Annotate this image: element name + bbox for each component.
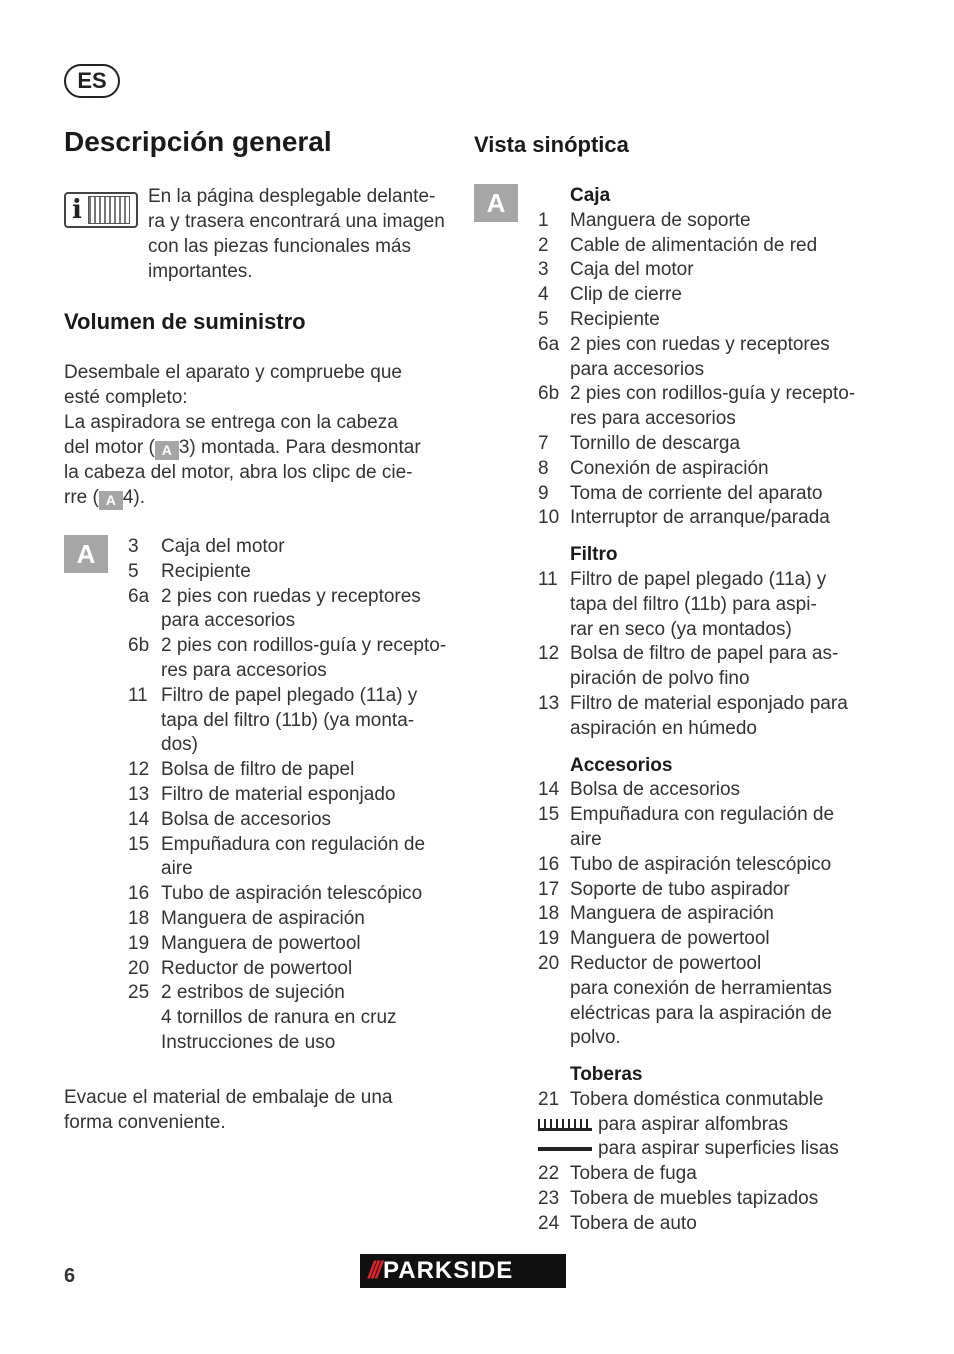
list-item: 13 Filtro de material esponjado: [128, 783, 396, 805]
list-item: para conexión de herramientas: [570, 977, 832, 999]
list-item: tapa del filtro (11b) (ya monta-: [161, 709, 415, 731]
list-item: 19 Manguera de powertool: [538, 928, 770, 950]
list-item: 5 Recipiente: [538, 308, 660, 330]
list-item: para aspirar superficies lisas: [538, 1137, 868, 1162]
list-item: 25 2 estribos de sujeción: [128, 982, 345, 1004]
supply-list: [128, 535, 458, 1056]
list-item: 3 Caja del motor: [538, 259, 694, 281]
overview-heading: Vista sinóptica: [474, 132, 629, 157]
list-item: 24 Tobera de auto: [538, 1212, 697, 1234]
brand-logo: /// PARKSIDE: [360, 1254, 566, 1288]
list-item: 20 Reductor de powertool: [128, 957, 353, 979]
list-item: 11 Filtro de papel plegado (11a) y: [128, 684, 418, 706]
list-item: 9 Toma de corriente del aparato: [538, 482, 823, 504]
list-item: 4 Clip de cierre: [538, 284, 682, 306]
list-item: tapa del filtro (11b) para aspi-: [570, 593, 817, 615]
section-accesorios-title: Accesorios: [570, 754, 673, 776]
list-item: 20 Reductor de powertool: [538, 952, 762, 974]
list-item: 5 Recipiente: [128, 560, 251, 582]
list-item: 23 Tobera de muebles tapizados: [538, 1188, 819, 1210]
list-item: 1 Manguera de soporte: [538, 209, 751, 231]
list-item: aire: [161, 858, 193, 880]
list-item: piración de polvo fino: [570, 668, 750, 690]
info-text: En la página desplegable delante- ra y trasera encontrará una imagen con las piezas funcionales más importantes.: [148, 186, 445, 282]
figure-a-reference: A: [99, 491, 123, 510]
list-item: 22 Tobera de fuga: [538, 1163, 697, 1185]
list-item: rar en seco (ya montados): [570, 618, 792, 640]
packaging-note: Evacue el material de embalaje de una forma conveniente.: [64, 1087, 393, 1133]
list-item: 4 tornillos de ranura en cruz: [161, 1007, 397, 1029]
list-item: 15 Empuñadura con regulación de: [538, 804, 835, 826]
list-item: aspiración en húmedo: [570, 717, 757, 739]
list-item: aire: [570, 828, 602, 850]
list-item: 18 Manguera de aspiración: [128, 907, 365, 929]
list-item: 14 Bolsa de accesorios: [128, 808, 332, 830]
page-title: Descripción general: [64, 126, 332, 157]
list-item: dos): [161, 734, 198, 756]
list-item: 21 Tobera doméstica conmutable: [538, 1088, 824, 1110]
figure-a-badge: A: [474, 184, 518, 222]
list-item: 6b 2 pies con rodillos-guía y recepto-: [538, 383, 856, 405]
list-item: 16 Tubo de aspiración telescópico: [538, 853, 832, 875]
list-item: 17 Soporte de tubo aspirador: [538, 878, 790, 900]
supply-heading: Volumen de suministro: [64, 309, 306, 334]
list-item: para aspirar alfombras: [538, 1113, 868, 1138]
section-filtro-title: Filtro: [570, 544, 618, 566]
list-item: 11 Filtro de papel plegado (11a) y: [538, 568, 827, 590]
overview-list: [538, 184, 868, 1237]
list-item: 2 Cable de alimentación de red: [538, 234, 818, 256]
list-item: 10 Interruptor de arranque/parada: [538, 507, 830, 529]
list-item: para accesorios: [570, 358, 705, 380]
list-item: res para accesorios: [570, 408, 736, 430]
list-item: 18 Manguera de aspiración: [538, 903, 774, 925]
list-item: 15 Empuñadura con regulación de: [128, 833, 426, 855]
section-toberas-title: Toberas: [570, 1064, 643, 1086]
list-item: 3 Caja del motor: [128, 536, 285, 557]
list-item: 14 Bolsa de accesorios: [538, 779, 741, 801]
list-item: 7 Tornillo de descarga: [538, 432, 741, 454]
figure-a-reference: A: [155, 441, 179, 460]
language-badge: ES: [64, 64, 120, 98]
section-caja-title: Caja: [570, 185, 611, 206]
list-item: 12 Bolsa de filtro de papel para as-: [538, 643, 839, 665]
list-item: 12 Bolsa de filtro de papel: [128, 759, 355, 781]
list-item: eléctricas para la aspiración de: [570, 1002, 832, 1024]
list-item: Instrucciones de uso: [161, 1031, 336, 1053]
list-item: 19 Manguera de powertool: [128, 932, 361, 954]
list-item: 13 Filtro de material esponjado para: [538, 692, 848, 714]
list-item: 6b 2 pies con rodillos-guía y recepto-: [128, 635, 447, 657]
list-item: para accesorios: [161, 610, 296, 632]
page-number: 6: [64, 1265, 76, 1287]
floor-brush-icon: [538, 1147, 592, 1151]
list-item: polvo.: [570, 1027, 621, 1049]
list-item: 6a 2 pies con ruedas y receptores: [128, 585, 421, 607]
list-item: res para accesorios: [161, 659, 327, 681]
carpet-brush-icon: [538, 1119, 592, 1131]
info-book-icon: i: [64, 192, 138, 228]
list-item: 6a 2 pies con ruedas y receptores: [538, 333, 830, 355]
figure-a-badge: A: [64, 535, 108, 573]
list-item: 8 Conexión de aspiración: [538, 457, 769, 479]
list-item: 16 Tubo de aspiración telescópico: [128, 883, 423, 905]
supply-intro: Desembale el aparato y compruebe que esté completo: La aspiradora se entrega con la cabeza del motor ( A 3) montada. Para desmontar la cabeza del motor, abra los clipc de cie- rre ( A 4).: [64, 362, 421, 508]
